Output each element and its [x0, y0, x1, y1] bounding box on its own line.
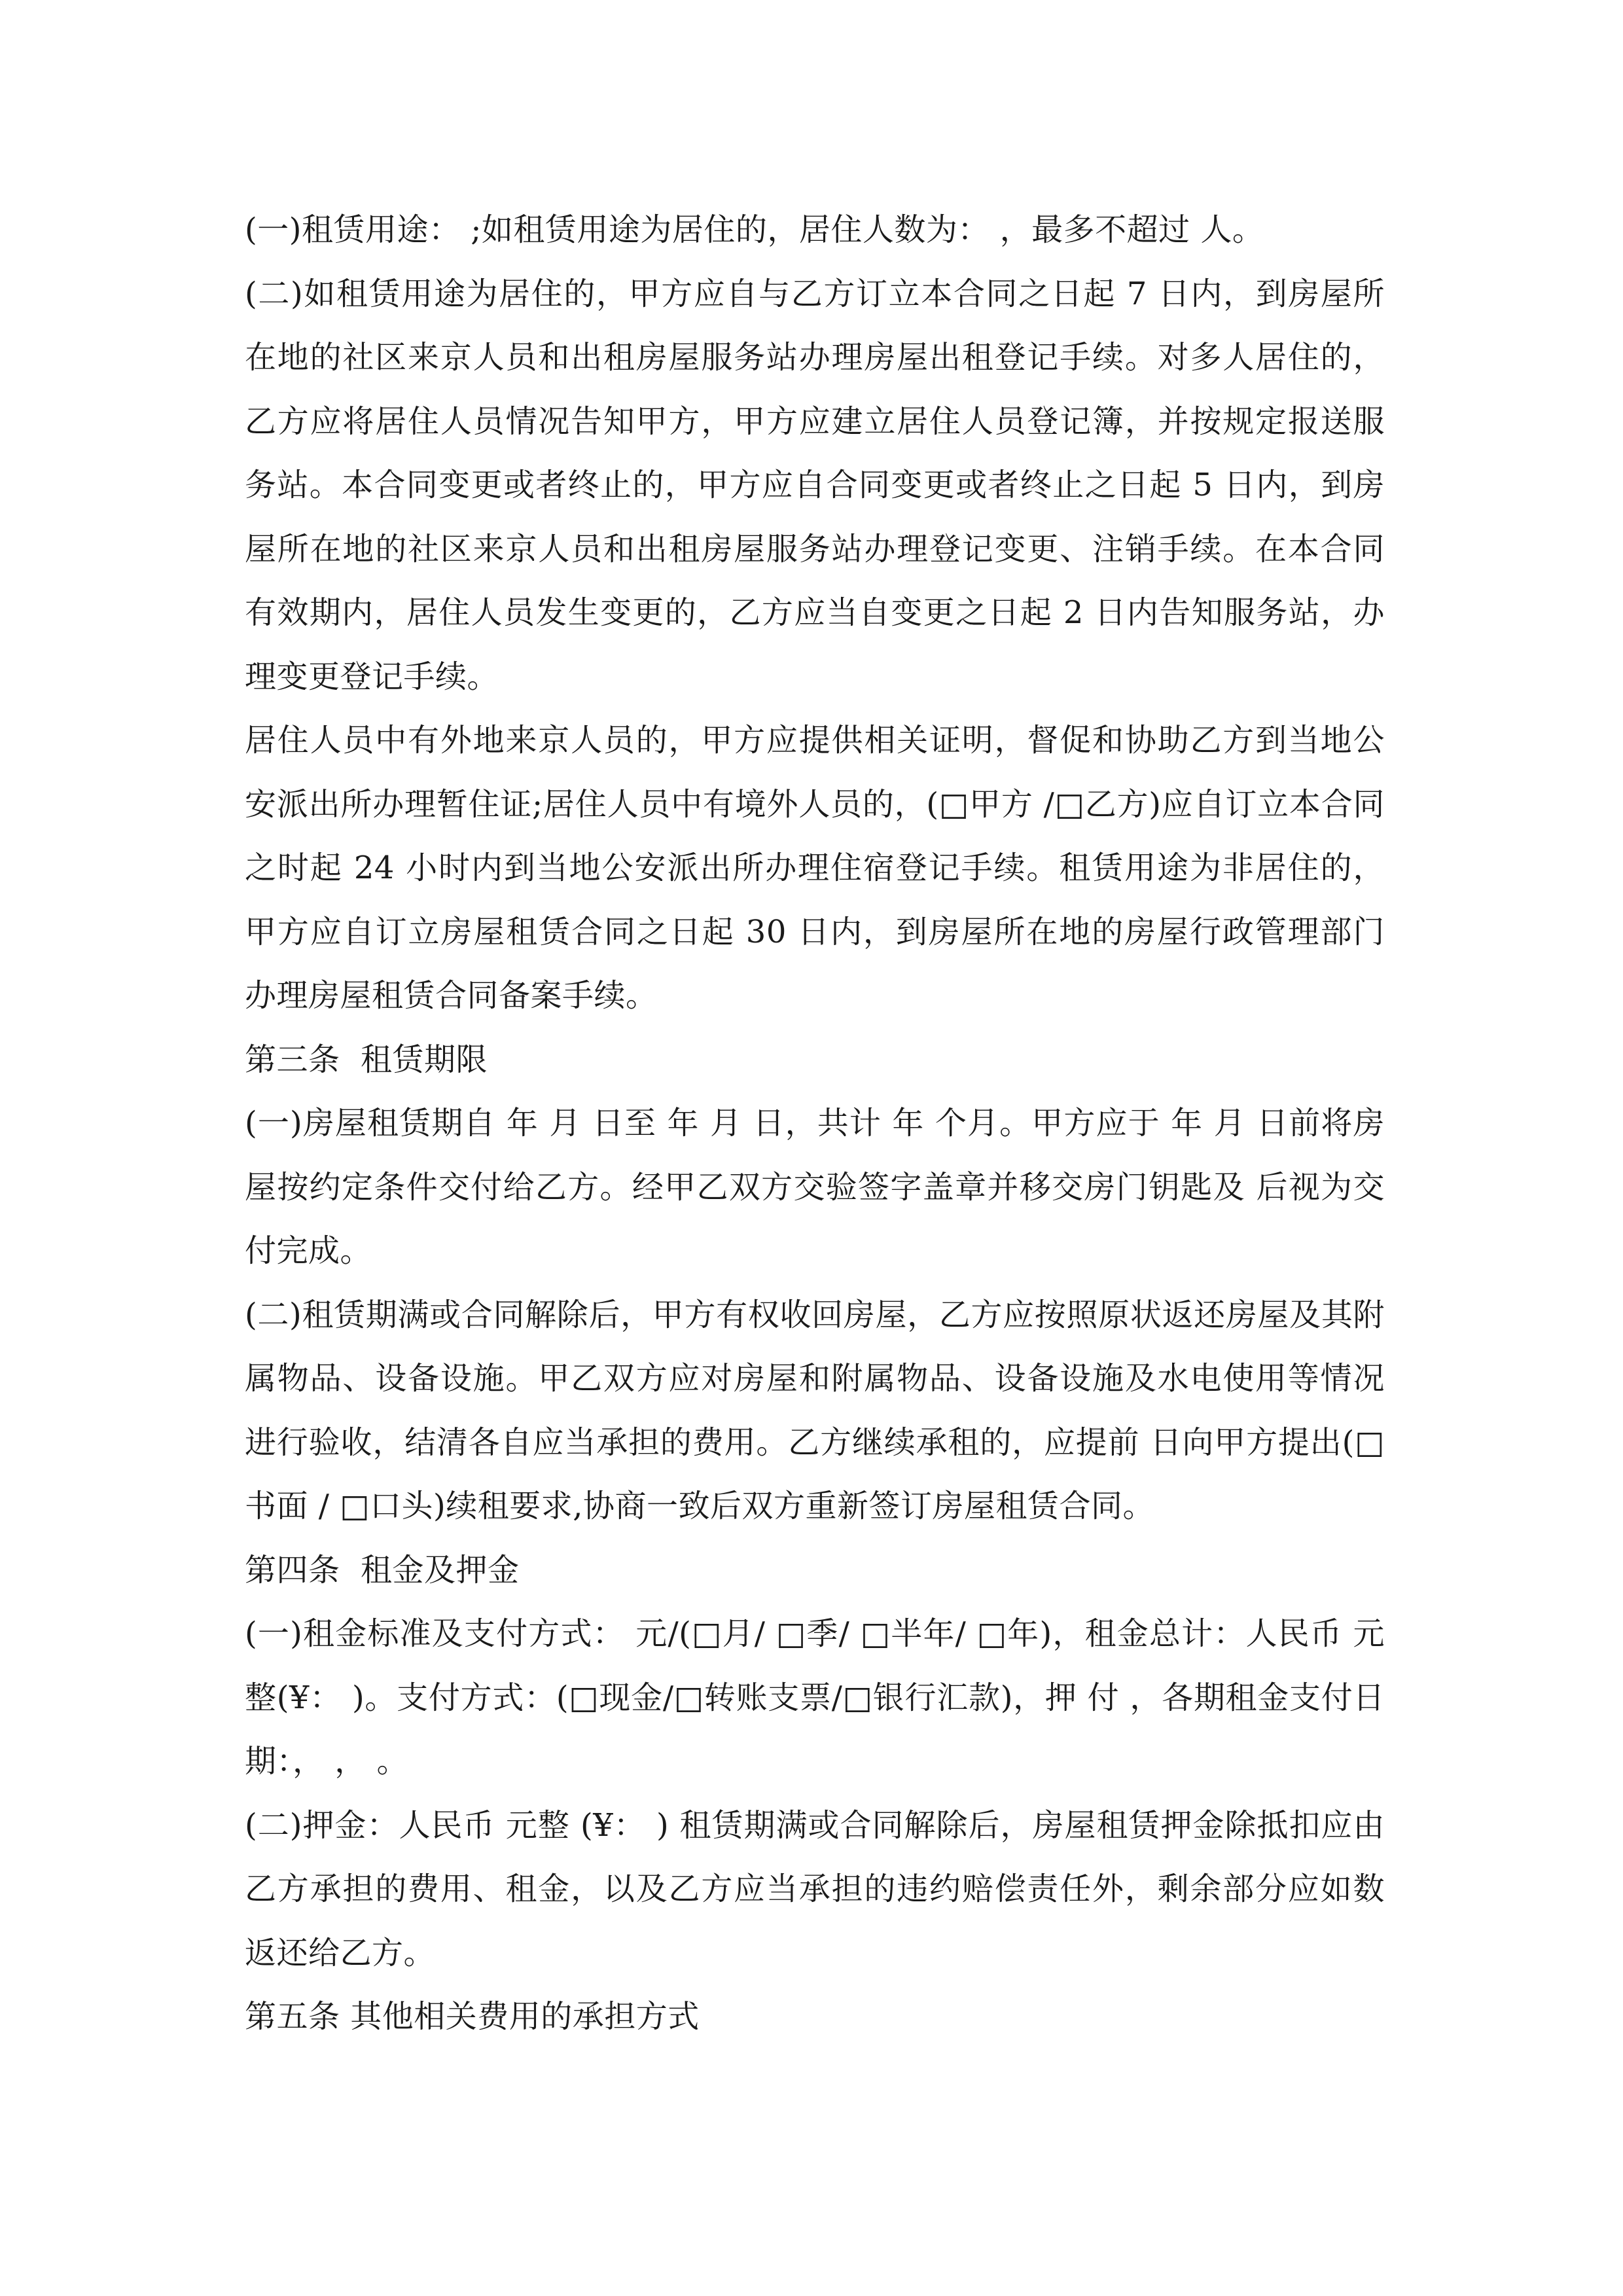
clause-3-2-registration: (二)如租赁用途为居住的，甲方应自与乙方订立本合同之日起 7 日内，到房屋所在地的社区来京人员和出租房屋服务站办理房屋出租登记手续。对多人居住的，乙方应将居住人员情况告知甲方，甲方应建立居住人员登记簿，并按规定报送服务站。本合同变更或者终止的，甲方应自合同变更或者终止之日起 5 日内，到房屋所在地的社区来京人员和出租房屋服务站办理登记变更、注销手续。在本合同有效期内，居住人员发生变更的，乙方应当自变更之日起 2 日内告知服务站，办理变更登记手续。	[245, 275, 1385, 695]
clause-deposit: (二)押金：人民币 元整 (¥： ) 租赁期满或合同解除后，房屋租赁押金除抵扣应由乙方承担的费用、租金，以及乙方应当承担的违约赔偿责任外，剩余部分应如数返还给乙方。	[245, 1806, 1385, 1971]
clause-lease-term-1: (一)房屋租赁期自 年 月 日至 年 月 日，共计 年 个月。甲方应于 年 月 日前将房屋按约定条件交付给乙方。经甲乙双方交验签字盖章并移交房门钥匙及 后视为交付完成。	[245, 1105, 1385, 1269]
clause-rent-payment: (一)租金标准及支付方式： 元/(□月/ □季/ □半年/ □年)，租金总计：人民币 元整(¥： )。支付方式：(□现金/□转账支票/□银行汇款)，押 付 ，各期租金支付日期：， ， 。	[245, 1615, 1385, 1780]
article-5-heading: 第五条 其他相关费用的承担方式	[245, 1998, 700, 2035]
clause-lease-term-2: (二)租赁期满或合同解除后，甲方有权收回房屋，乙方应按照原状返还房屋及其附属物品、设备设施。甲乙双方应对房屋和附属物品、设备设施及水电使用等情况进行验收，结清各自应当承担的费用。乙方继续承租的，应提前 日向甲方提出(□书面 / □口头)续租要求,协商一致后双方重新签订房屋租赁合同。	[245, 1296, 1385, 1524]
article-4-heading: 第四条 租金及押金	[245, 1551, 520, 1588]
article-3-heading: 第三条 租赁期限	[245, 1041, 488, 1078]
clause-non-local-residents: 居住人员中有外地来京人员的，甲方应提供相关证明，督促和协助乙方到当地公安派出所办理暂住证;居住人员中有境外人员的，(□甲方 /□乙方)应自订立本合同之时起 24 小时内到当地公安派出所办理住宿登记手续。租赁用途为非居住的，甲方应自订立房屋租赁合同之日起 30 日内，到房屋所在地的房屋行政管理部门办理房屋租赁合同备案手续。	[245, 722, 1385, 1014]
clause-3-1-usage: (一)租赁用途： ;如租赁用途为居住的，居住人数为： ，最多不超过 人。	[245, 211, 1264, 248]
document-body	[245, 198, 1385, 2049]
